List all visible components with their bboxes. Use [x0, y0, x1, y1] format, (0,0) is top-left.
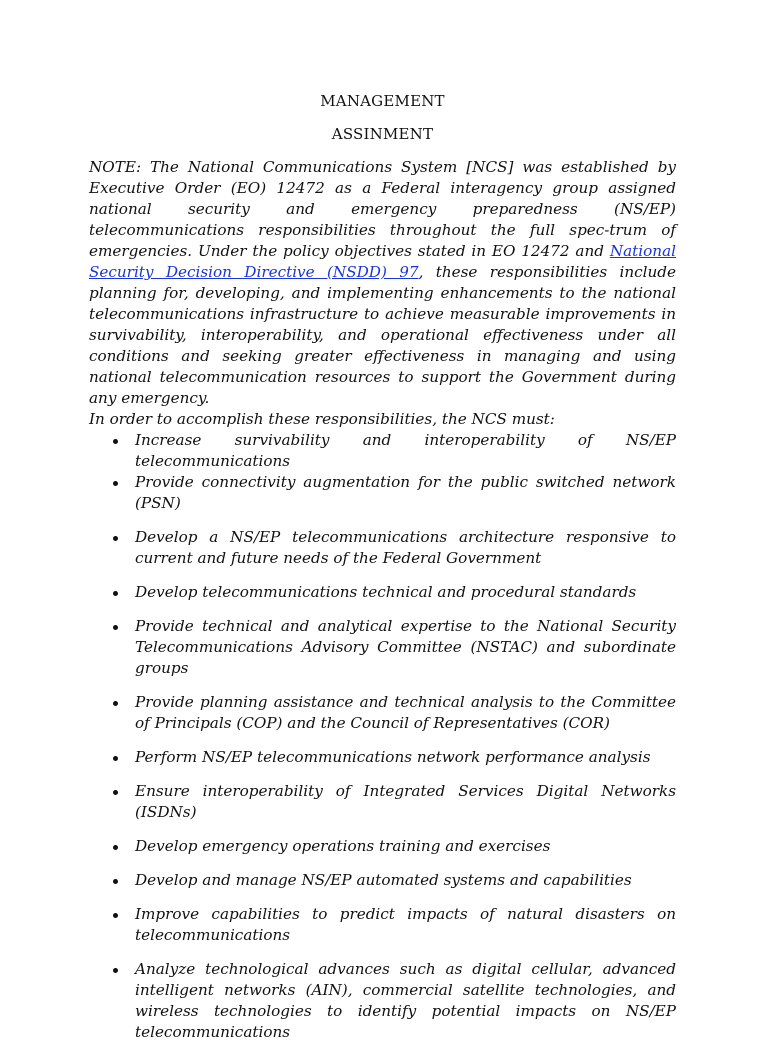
bullet-icon	[113, 845, 118, 850]
list-item-text: Develop telecommunications technical and procedural standards	[135, 583, 637, 601]
document-subtitle: ASSINMENT	[331, 125, 434, 143]
intro-text: In order to accomplish these responsibilities, the NCS must:	[89, 410, 555, 428]
list-item-text: Develop a NS/EP telecommunications architecture responsive to current and future needs of the Federal Government	[135, 528, 676, 567]
list-item	[89, 747, 676, 768]
document-page	[89, 92, 676, 1043]
bullet-icon	[113, 591, 118, 596]
list-item	[89, 904, 676, 946]
note-text-after-link: , these responsibilities include planning for, developing, and implementing enhancements to the national telecommunications infrastructure to achieve measurable improvements in survivability, interoperability, and operational effectiveness under all conditions and seeking greater effectiveness in managing and using national telecommunication resources to support the Government during any emergency.	[89, 263, 676, 407]
bullet-icon	[113, 913, 118, 918]
nsdd-97-link[interactable]: National Security Decision Directive (NSDD) 97	[89, 242, 676, 281]
list-item	[89, 616, 676, 679]
bullet-icon	[113, 879, 118, 884]
bullet-icon	[113, 625, 118, 630]
document-title: MANAGEMENT	[320, 92, 445, 110]
bullet-icon	[113, 790, 118, 795]
list-item	[89, 836, 676, 857]
list-item	[89, 430, 676, 472]
bullet-icon	[113, 701, 118, 706]
list-item-text: Provide technical and analytical expertise to the National Security Telecommunications Advisory Committee (NSTAC) and subordinate groups	[135, 617, 676, 677]
bullet-icon	[113, 756, 118, 761]
list-item-text: Develop emergency operations training and exercises	[135, 837, 551, 855]
list-item	[89, 692, 676, 734]
list-item	[89, 527, 676, 569]
bullet-icon	[113, 968, 118, 973]
list-item	[89, 959, 676, 1043]
list-item	[89, 582, 676, 603]
list-item	[89, 781, 676, 823]
list-item-text: Improve capabilities to predict impacts of natural disasters on telecommunications	[135, 905, 676, 944]
note-paragraph	[89, 157, 676, 409]
bullet-icon	[113, 536, 118, 541]
bullet-icon	[113, 481, 118, 486]
list-item	[89, 472, 676, 514]
list-item-text: Increase survivability and interoperability of NS/EP telecommunications	[135, 431, 676, 470]
responsibilities-list	[89, 430, 676, 1043]
list-item-text: Provide planning assistance and technical analysis to the Committee of Principals (COP) and the Council of Representatives (COR)	[135, 693, 676, 732]
note-text-before-link: NOTE: The National Communications System [NCS] was established by Executive Order (EO) 12472 as a Federal interagency group assigned national security and emergency preparedness (NS/EP) telecommunications responsibilities throughout the full spec-trum of emergencies. Under the policy objectives stated in EO 12472 and	[89, 158, 676, 260]
bullet-icon	[113, 439, 118, 444]
list-item-text: Provide connectivity augmentation for the public switched network (PSN)	[135, 473, 676, 512]
list-item-text: Develop and manage NS/EP automated systems and capabilities	[135, 871, 632, 889]
list-item-text: Analyze technological advances such as digital cellular, advanced intelligent networks (AIN), commercial satellite technologies, and wireless technologies to identify potential impacts on NS/EP telecommunications	[135, 960, 676, 1041]
list-item	[89, 870, 676, 891]
list-item-text: Perform NS/EP telecommunications network performance analysis	[135, 748, 651, 766]
list-item-text: Ensure interoperability of Integrated Services Digital Networks (ISDNs)	[135, 782, 676, 821]
